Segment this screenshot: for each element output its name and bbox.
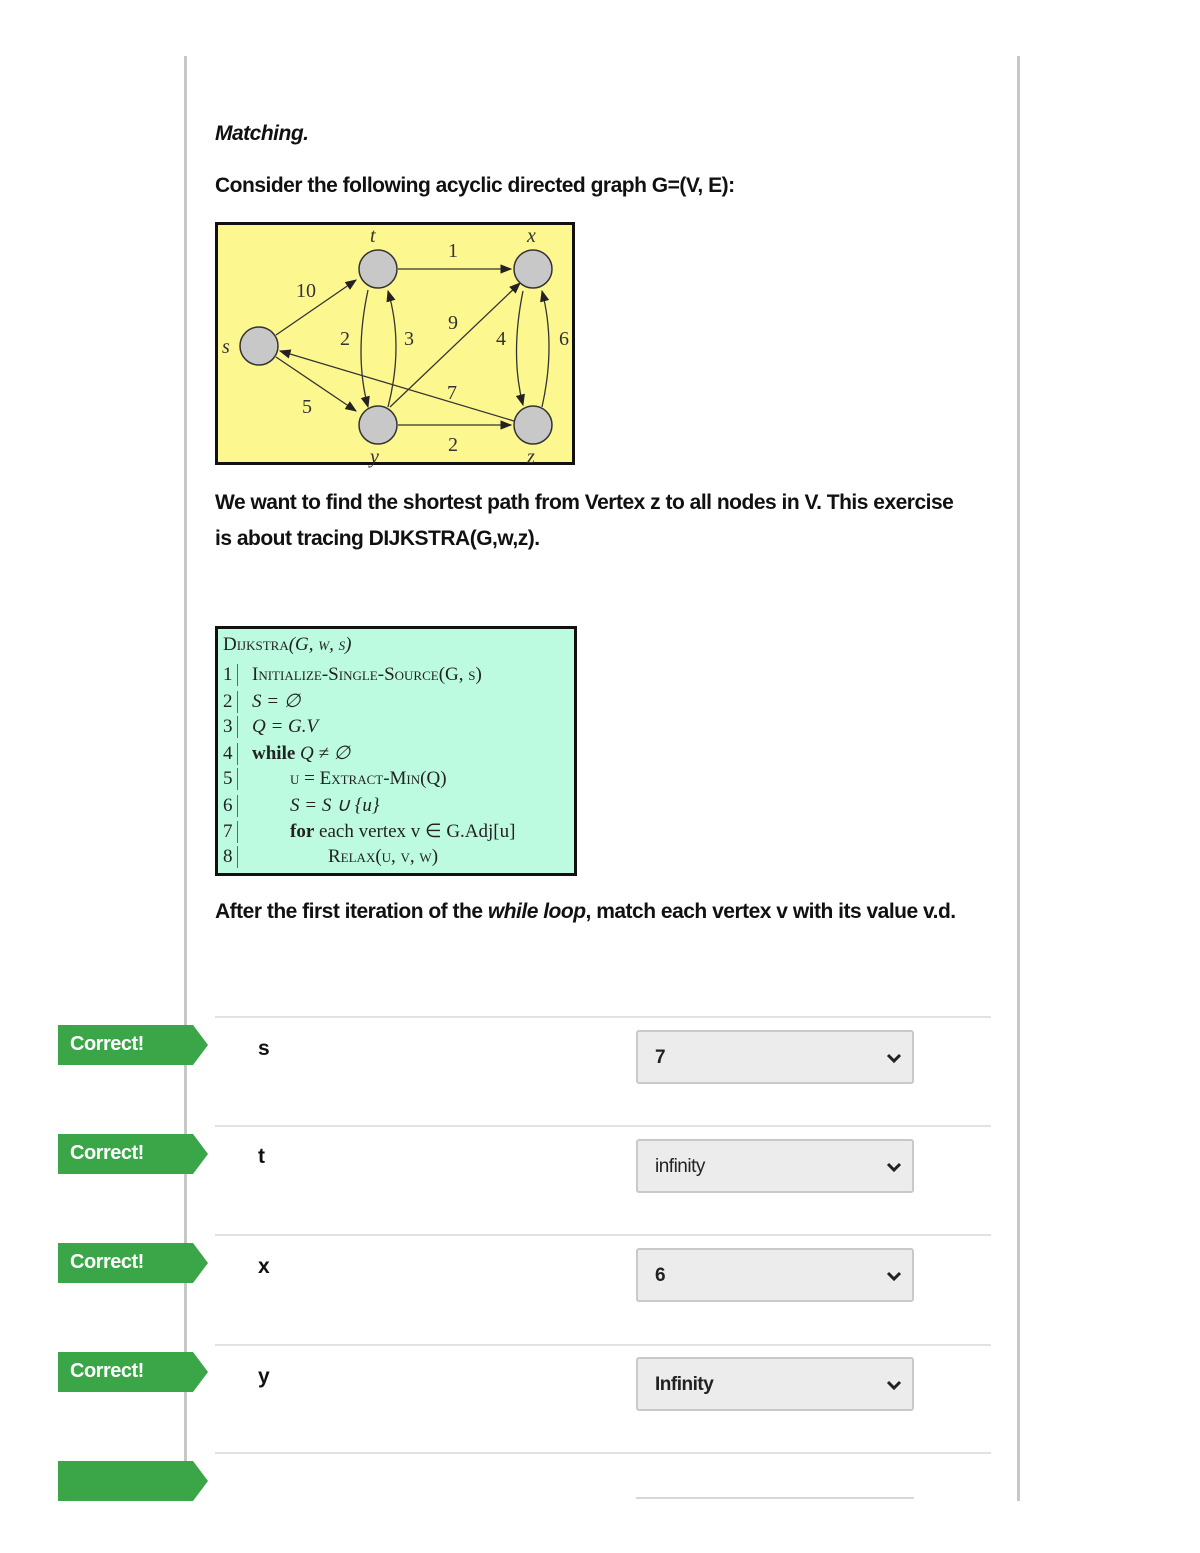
- code-line-text: Q = G.V: [252, 716, 319, 737]
- row-separator: [215, 1344, 991, 1346]
- chevron-down-icon: [886, 1159, 902, 1175]
- question-instruction: [215, 894, 985, 930]
- code-line-number: 3: [223, 716, 238, 738]
- code-line-8: [223, 846, 438, 872]
- answer-select-value: Infinity: [655, 1374, 714, 1395]
- code-line-number: 2: [223, 691, 238, 713]
- code-keyword-while: while: [252, 743, 296, 764]
- weight-s-t: 10: [296, 280, 316, 302]
- vertex-label-y: y: [370, 446, 379, 468]
- question-heading: Matching.: [215, 122, 309, 145]
- weight-s-y: 5: [302, 396, 312, 418]
- instruction-before: After the first iteration of the: [215, 900, 488, 923]
- code-line-text: S = S ∪ {u}: [290, 795, 380, 816]
- code-line-number: 8: [223, 846, 238, 868]
- row-separator: [215, 1234, 991, 1236]
- answer-select-value: infinity: [655, 1156, 705, 1177]
- vertex-s-node: [240, 327, 278, 365]
- answer-select-value: 6: [655, 1265, 666, 1286]
- row-separator: [215, 1016, 991, 1018]
- edge-x-z: [517, 291, 524, 405]
- vertex-z-node: [514, 406, 552, 444]
- weight-z-s: 7: [447, 382, 457, 404]
- code-line-1: [223, 664, 482, 690]
- match-vertex-label: t: [258, 1145, 265, 1168]
- chevron-down-icon: [886, 1377, 902, 1393]
- vertex-t-node: [359, 250, 397, 288]
- dijkstra-pseudocode: [215, 626, 577, 876]
- code-line-6: [223, 794, 379, 820]
- instruction-emph: while loop: [487, 900, 586, 923]
- answer-select-partial[interactable]: [636, 1497, 914, 1499]
- vertex-label-t: t: [370, 225, 376, 247]
- code-line-4: [223, 742, 350, 768]
- weight-x-z: 4: [496, 328, 506, 350]
- code-line-3: [223, 716, 318, 742]
- weight-y-x: 9: [448, 312, 458, 334]
- code-line-text: Relax(u, v, w): [328, 846, 439, 867]
- correct-badge: [58, 1461, 208, 1501]
- correct-badge-label: Correct!: [70, 1142, 144, 1164]
- answer-select[interactable]: [636, 1030, 914, 1084]
- code-title-name: Dijkstra: [223, 634, 289, 655]
- graph-figure: [215, 222, 575, 468]
- correct-badge-label: Correct!: [70, 1033, 144, 1055]
- correct-badge: [58, 1025, 208, 1065]
- code-line-text: u = Extract-Min(Q): [290, 768, 447, 789]
- weight-y-t: 3: [404, 328, 414, 350]
- chevron-down-icon: [886, 1050, 902, 1066]
- correct-badge: [58, 1134, 208, 1174]
- code-line-5: [223, 768, 447, 794]
- vertex-label-z: z: [527, 446, 535, 468]
- edge-s-t: [276, 280, 356, 335]
- code-line-text: S = ∅: [252, 691, 301, 712]
- correct-badge-label: Correct!: [70, 1360, 144, 1382]
- edge-z-s: [280, 351, 514, 421]
- vertex-label-x: x: [527, 225, 536, 247]
- correct-badge: [58, 1352, 208, 1392]
- code-line-number: 5: [223, 768, 238, 790]
- chevron-down-icon: [886, 1268, 902, 1284]
- weight-t-y: 2: [340, 328, 350, 350]
- code-line-number: 7: [223, 821, 238, 843]
- code-keyword-for: for: [290, 821, 315, 842]
- code-line-2: [223, 690, 300, 716]
- row-separator: [215, 1452, 991, 1454]
- correct-badge: [58, 1243, 208, 1283]
- code-title: [223, 634, 351, 656]
- code-line-number: 6: [223, 795, 238, 817]
- code-line-7: [223, 820, 515, 846]
- match-vertex-label: s: [258, 1037, 270, 1060]
- code-line-number: 4: [223, 743, 238, 765]
- correct-badge-label: Correct!: [70, 1251, 144, 1273]
- edge-y-t: [388, 291, 396, 407]
- right-border-line: [1017, 56, 1020, 1501]
- weight-y-z: 2: [448, 434, 458, 456]
- code-title-args: (G, w, s): [288, 634, 352, 655]
- row-separator: [215, 1125, 991, 1127]
- edge-t-y: [361, 290, 368, 407]
- vertex-label-s: s: [222, 336, 230, 358]
- question-intro: Consider the following acyclic directed graph G=(V, E):: [215, 174, 735, 197]
- edge-s-y: [276, 357, 356, 411]
- edge-z-x: [542, 291, 549, 407]
- code-line-text: each vertex v ∈ G.Adj[u]: [314, 821, 516, 842]
- code-line-text: Q ≠ ∅: [295, 743, 351, 764]
- answer-select[interactable]: [636, 1357, 914, 1411]
- question-goal: We want to find the shortest path from Vertex z to all nodes in V. This exercise is about tracing DIJKSTRA(G,w,z).: [215, 491, 954, 550]
- vertex-y-node: [359, 406, 397, 444]
- match-vertex-label: x: [258, 1255, 270, 1278]
- vertex-x-node: [514, 250, 552, 288]
- weight-t-x: 1: [448, 240, 458, 262]
- match-vertex-label: y: [258, 1365, 270, 1388]
- left-border-line: [184, 56, 187, 1501]
- answer-select-value: 7: [655, 1047, 666, 1068]
- code-line-number: 1: [223, 664, 238, 686]
- answer-select[interactable]: [636, 1139, 914, 1193]
- code-line-text: Initialize-Single-Source(G, s): [252, 664, 482, 685]
- answer-select[interactable]: [636, 1248, 914, 1302]
- weight-z-x: 6: [559, 328, 569, 350]
- instruction-after: , match each vertex v with its value v.d.: [585, 900, 956, 923]
